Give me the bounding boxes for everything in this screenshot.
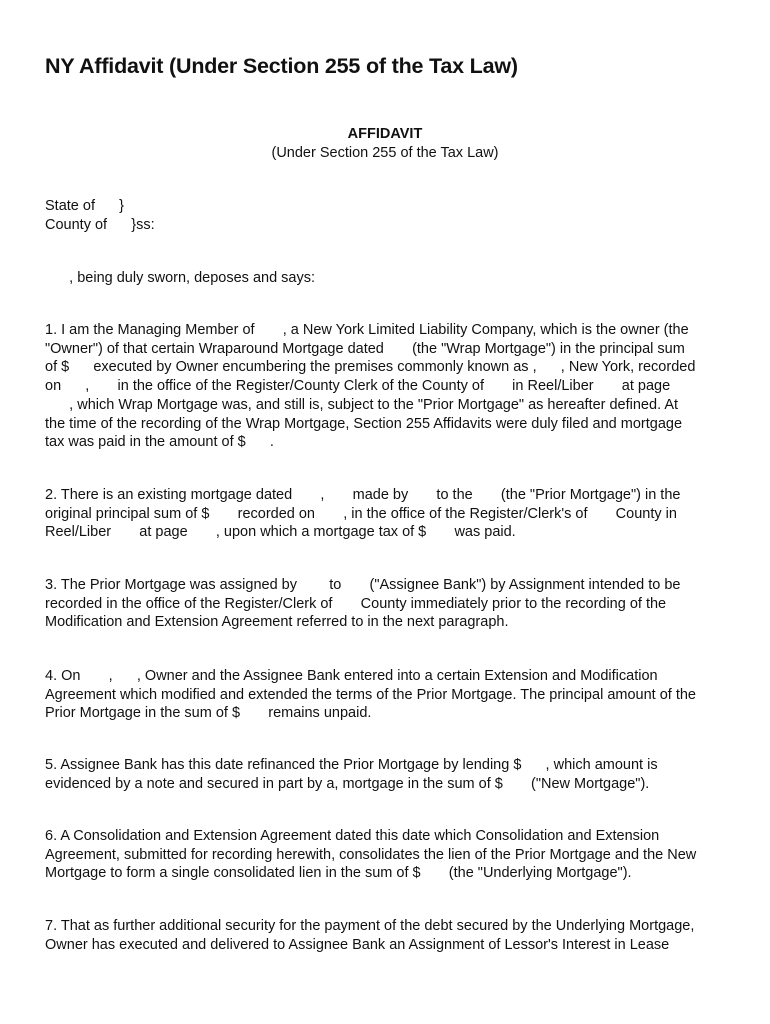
paragraph-6 xyxy=(45,827,735,883)
paragraph-line: tax was paid in the amount of $ . xyxy=(45,434,274,451)
affidavit-subheading: (Under Section 255 of the Tax Law) xyxy=(271,145,499,161)
paragraph-line: Owner has executed and delivered to Assignee Bank an Assignment of Lessor's Interest in Lease xyxy=(45,936,670,953)
paragraph-1 xyxy=(45,321,735,452)
paragraph-line: 3. The Prior Mortgage was assigned by to ("Assignee Bank") by Assignment intended to be xyxy=(45,577,681,593)
paragraph-2 xyxy=(45,486,735,542)
sworn-line: , being duly sworn, deposes and says: xyxy=(45,270,316,286)
affidavit-heading-block xyxy=(0,125,770,163)
sworn-statement xyxy=(45,269,735,288)
paragraph-line: 5. Assignee Bank has this date refinanced the Prior Mortgage by lending $ , which amount is xyxy=(45,757,658,773)
paragraph-line: Agreement, submitted for recording herewith, consolidates the lien of the Prior Mortgage and the New xyxy=(45,846,697,863)
venue-block xyxy=(45,197,155,235)
paragraph-5 xyxy=(45,756,735,793)
paragraph-line: Modification and Extension Agreement referred to in the next paragraph. xyxy=(45,614,509,631)
paragraph-line: evidenced by a note and secured in part by a, mortgage in the sum of $ ("New Mortgage"). xyxy=(45,775,650,792)
paragraph-line: , which Wrap Mortgage was, and still is, subject to the "Prior Mortgage" as hereafter defined. At xyxy=(45,396,679,413)
paragraph-line: Mortgage to form a single consolidated lien in the sum of $ (the "Underlying Mortgage"). xyxy=(45,865,632,882)
paragraph-line: the time of the recording of the Wrap Mortgage, Section 255 Affidavits were duly filed and mortgage xyxy=(45,415,683,432)
paragraph-line: 4. On , , Owner and the Assignee Bank entered into a certain Extension and Modification xyxy=(45,668,658,684)
paragraph-line: Prior Mortgage in the sum of $ remains unpaid. xyxy=(45,705,372,722)
paragraph-line: 1. I am the Managing Member of , a New York Limited Liability Company, which is the owner (the xyxy=(45,322,689,338)
paragraph-line: on , in the office of the Register/County Clerk of the County of in Reel/Liber at page xyxy=(45,378,671,395)
venue-county-line: County of }ss: xyxy=(45,217,155,233)
paragraph-line: 7. That as further additional security for the payment of the debt secured by the Underlying Mortgage, xyxy=(45,918,695,934)
paragraph-line: of $ executed by Owner encumbering the premises commonly known as , , New York, recorded xyxy=(45,359,696,376)
paragraph-line: 2. There is an existing mortgage dated , made by to the (the "Prior Mortgage") in the xyxy=(45,487,681,503)
paragraph-line: original principal sum of $ recorded on , in the office of the Register/Clerk's of County in xyxy=(45,505,677,522)
venue-state-line: State of } xyxy=(45,198,124,214)
paragraph-4 xyxy=(45,667,735,723)
paragraph-7 xyxy=(45,917,735,954)
paragraph-line: recorded in the office of the Register/Clerk of County immediately prior to the recording of the xyxy=(45,595,667,612)
paragraph-3 xyxy=(45,576,735,632)
paragraph-line: "Owner") of that certain Wraparound Mortgage dated (the "Wrap Mortgage") in the principal sum xyxy=(45,340,685,357)
document-title: NY Affidavit (Under Section 255 of the Tax Law) xyxy=(45,54,518,78)
paragraph-line: Reel/Liber at page , upon which a mortgage tax of $ was paid. xyxy=(45,524,516,541)
paragraph-line: 6. A Consolidation and Extension Agreement dated this date which Consolidation and Extension xyxy=(45,828,660,844)
paragraph-line: Agreement which modified and extended the terms of the Prior Mortgage. The principal amount of the xyxy=(45,686,696,703)
affidavit-heading: AFFIDAVIT xyxy=(347,126,423,142)
